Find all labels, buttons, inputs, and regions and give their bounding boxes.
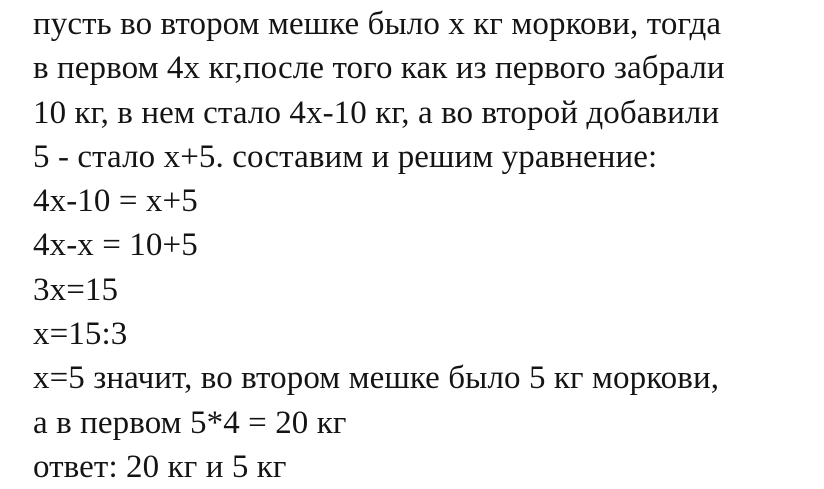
answer-line: ответ: 20 кг и 5 кг — [33, 448, 287, 485]
conclusion-line-1: х=5 значит, во втором мешке было 5 кг моркови, — [33, 360, 720, 397]
text-line-1: пусть во втором мешке было х кг моркови, тогда — [33, 6, 722, 42]
equation-line-4: х=15:3 — [33, 316, 128, 353]
equation-line-3: 3х=15 — [33, 271, 119, 308]
conclusion-line-2: а в первом 5*4 = 20 кг — [33, 404, 347, 441]
text-line-4: 5 - стало х+5. составим и решим уравнение: — [33, 138, 658, 175]
equation-line-2: 4х-х = 10+5 — [33, 227, 198, 264]
equation-line-1: 4х-10 = х+5 — [33, 183, 198, 220]
text-line-3: 10 кг, в нем стало 4х-10 кг, а во второй добавили — [33, 94, 720, 131]
solution-text — [33, 2, 818, 489]
text-line-2: в первом 4х кг,после того как из первого забрали — [33, 50, 725, 87]
